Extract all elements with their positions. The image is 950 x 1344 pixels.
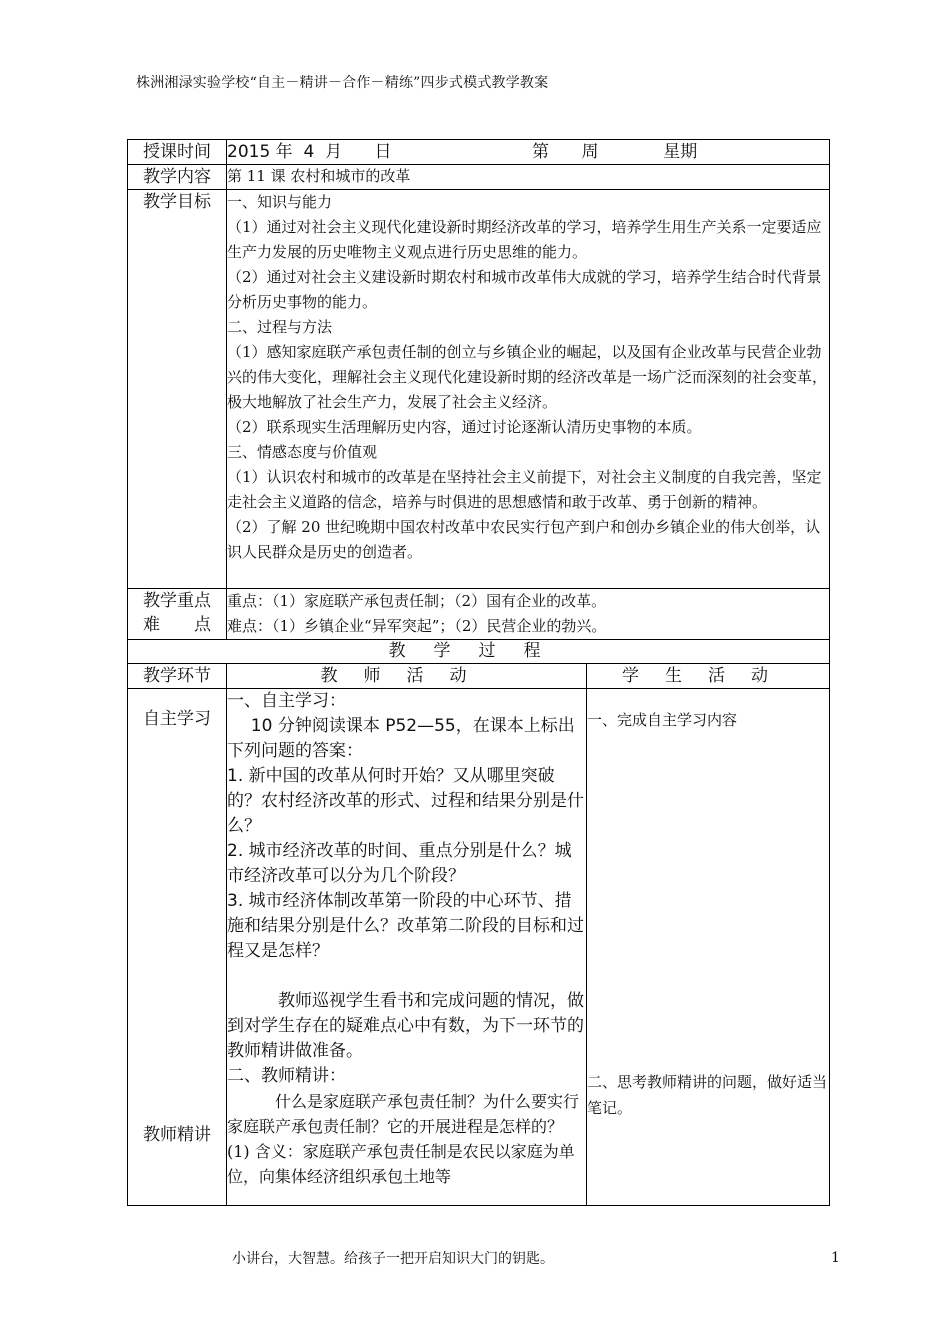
- goal-item: （1）通过对社会主义现代化建设新时期经济改革的学习，培养学生用生产关系一定要适应生产力发展的历史唯物主义观点进行历史思维的能力。: [227, 218, 822, 261]
- goal-heading-knowledge: 一、知识与能力: [227, 193, 333, 211]
- section-heading-self-study: 一、自主学习：: [227, 691, 346, 711]
- student-task-1: 一、完成自主学习内容: [587, 711, 738, 729]
- teacher-activity-head: 教师活动: [227, 664, 587, 689]
- keypoints-label: [128, 589, 227, 640]
- goal-item: （2）了解 20 世纪晚期中国农村改革中农民实行包产到户和创办乡镇企业的伟大创举，认识人民群众是历史的创造者。: [227, 518, 821, 561]
- goals-label: 教学目标: [128, 190, 227, 589]
- document-footer: 小讲台，大智慧。给孩子一把开启知识大门的钥匙。: [232, 1251, 554, 1267]
- key-label: 教学重点: [143, 591, 211, 611]
- key-point: 重点：（1）家庭联产承包责任制；（2）国有企业的改革。: [227, 592, 607, 610]
- section-heading-lecture: 二、教师精讲：: [227, 1066, 346, 1086]
- goal-item: （1）感知家庭联产承包责任制的创立与乡镇企业的崛起，以及国有企业改革与民营企业勃兴的伟大变化，理解社会主义现代化建设新时期的经济改革是一场广泛而深刻的社会变革，极大地解放了社会生产力，发展了社会主义经济。: [227, 343, 828, 411]
- phase-teacher-lecture: 教师精讲: [143, 1125, 211, 1145]
- content-label: 教学内容: [128, 165, 227, 190]
- page-number: 1: [831, 1250, 840, 1266]
- document-header: 株洲湘渌实验学校“自主－精讲－合作－精练”四步式模式教学教案: [136, 75, 549, 91]
- difficult-label: 难 点: [143, 615, 211, 635]
- reading-task: 10 分钟阅读课本 P52—55，在课本上标出下列问题的答案：: [227, 716, 575, 761]
- difficult-point: 难点：（1）乡镇企业“异军突起”；（2）民营企业的勃兴。: [227, 617, 607, 635]
- blank-line: [227, 964, 586, 989]
- row-time: [128, 140, 830, 165]
- student-activity-head: 学生活动: [587, 664, 830, 689]
- goal-item: （2）联系现实生活理解历史内容，通过讨论逐渐认清历史事物的本质。: [227, 418, 702, 436]
- student-activities: [587, 689, 830, 1206]
- phase-self-study: 自主学习: [143, 709, 211, 729]
- time-value: 2015 年 4 月 日 第 周 星期: [227, 140, 830, 165]
- goal-heading-values: 三、情感态度与价值观: [227, 443, 378, 461]
- row-activity-head: [128, 664, 830, 689]
- goal-heading-process: 二、过程与方法: [227, 318, 333, 336]
- goals-content: [227, 190, 830, 589]
- question-2: 2. 城市经济改革的时间、重点分别是什么？城市经济改革可以分为几个阶段？: [227, 841, 572, 886]
- student-task-2: 二、思考教师精讲的问题，做好适当笔记。: [587, 1073, 828, 1117]
- question-1: 1. 新中国的改革从何时开始？又从哪里突破的？农村经济改革的形式、过程和结果分别是什么？: [227, 766, 584, 836]
- teacher-activities: [227, 689, 587, 1206]
- keypoints-content: [227, 589, 830, 640]
- goal-item: （1）认识农村和城市的改革是在坚持社会主义前提下，对社会主义制度的自我完善，坚定走社会主义道路的信念，培养与时俱进的思想感情和敢于改革、勇于创新的精神。: [227, 468, 822, 511]
- lesson-plan-table: [127, 139, 830, 1206]
- row-content: [128, 165, 830, 190]
- phase-column: [128, 689, 227, 1206]
- content-value: 第 11 课 农村和城市的改革: [227, 165, 830, 190]
- question-3: 3. 城市经济体制改革第一阶段的中心环节、措施和结果分别是什么？改革第二阶段的目标和过程又是怎样？: [227, 891, 584, 961]
- row-keypoints: [128, 589, 830, 640]
- time-label: 授课时间: [128, 140, 227, 165]
- row-activities: [128, 689, 830, 1206]
- row-goals: [128, 190, 830, 589]
- goal-item: （2）通过对社会主义建设新时期农村和城市改革伟大成就的学习，培养学生结合时代背景分析历史事物的能力。: [227, 268, 822, 311]
- definition-text: (1) 含义：家庭联产承包责任制是农民以家庭为单位，向集体经济组织承包土地等: [227, 1142, 575, 1186]
- teacher-patrol-note: 教师巡视学生看书和完成问题的情况，做到对学生存在的疑难点心中有数，为下一环节的教师精讲做准备。: [227, 991, 584, 1061]
- process-title: 教学过程: [128, 640, 830, 664]
- phase-label: 教学环节: [128, 664, 227, 689]
- lecture-question: 什么是家庭联产承包责任制？为什么要实行家庭联产承包责任制？它的开展进程是怎样的？: [227, 1092, 580, 1136]
- row-process-title: [128, 640, 830, 664]
